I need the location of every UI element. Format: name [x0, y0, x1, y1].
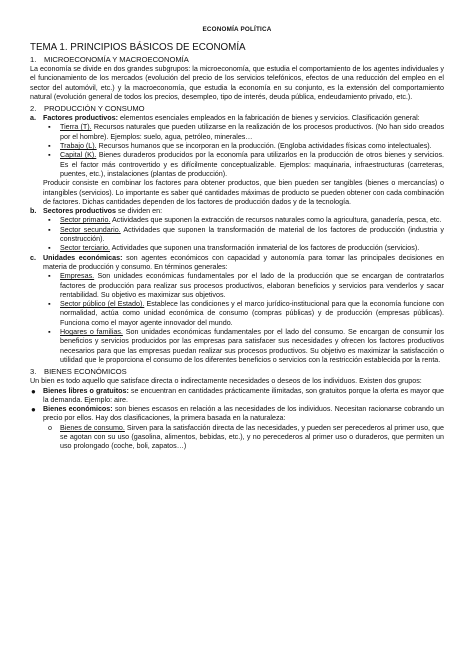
a-subitem-capital — [30, 151, 444, 179]
square-bullet-icon: ▪ — [48, 272, 51, 281]
section-3-number: 3. — [30, 367, 37, 377]
square-bullet-icon: ▪ — [48, 300, 51, 309]
a-subitem-trabajo — [30, 142, 444, 151]
b-subitem-term: Sector primario. — [60, 216, 111, 225]
circle-bullet-icon: o — [48, 423, 52, 432]
square-bullet-icon: ▪ — [48, 216, 51, 225]
section-3-title: BIENES ECONÓMICOS — [44, 367, 127, 377]
a-subitem-term: Capital (K). — [60, 151, 97, 160]
square-bullet-icon: ▪ — [48, 123, 51, 132]
s3-subitem-term: Bienes de consumo. — [60, 423, 125, 432]
b-subitem-text: Actividades que suponen la transformación de material de los factores de producción (industria y construcción). — [60, 225, 444, 244]
b-subitem-text: Actividades que suponen la extracción de recursos naturales como la agricultura, ganadería, pesca, etc. — [110, 216, 442, 225]
running-header: ECONOMÍA POLÍTICA — [202, 26, 272, 33]
item-c — [30, 254, 444, 273]
s3-item-term: Bienes libres o gratuitos: — [43, 386, 129, 395]
round-bullet-icon: ● — [31, 405, 36, 415]
c-subitem-text: Establece las condiciones y el marco jurídico-institucional para que la economía funcione con normalidad, actúa como unidad económica de consumo (compras públicas) y de producción (empresas públicas). Funciona como el mayor agente innovador del mundo. — [60, 300, 445, 327]
b-subitem-term: Sector secundario. — [60, 225, 121, 234]
c-subitem-empresas — [30, 272, 444, 300]
square-bullet-icon: ▪ — [48, 244, 51, 253]
item-a-closing: Producir consiste en combinar los factores para obtener productos, que bien pueden ser tangibles (bienes o mercancías) o intangibles (servicios). Lo importante es saber qué cantidades máximas de producto se pueden obtener con cada combinación de factores. Dichas cantidades dependen de los factores de producción dados y de la tecnología. — [43, 179, 444, 206]
round-bullet-icon: ● — [31, 386, 36, 396]
s3-item-text: son bienes escasos en relación a las necesidades de los individuos. Necesitan racionarse cobrando un precio por ellos. Hay dos clasificaciones, la primera basada en la naturaleza: — [43, 405, 444, 423]
c-subitem-sector-publico — [30, 300, 444, 328]
a-subitem-text: Recursos naturales que pueden utilizarse en la realización de los procesos productivos. (No han sido creados por el hombre). Ejemplos: suelo, agua, petróleo, minerales… — [60, 123, 445, 141]
c-subitem-text: Son unidades económicas fundamentales por el lado del consumo. Se encargan de consumir los beneficios y servicios producidos por las empresas para satisfacer sus necesidades y ofrecen los factores productivos necesarios para que las empresas puedan realizar sus procesos productivos. Su objetivo es maximizar la satisfacción o utilidad que le proporciona el consumo de los diferentes beneficios o servicios con la restricción establecida por la renta. — [60, 328, 444, 364]
c-subitem-text: Son unidades económicas fundamentales por el lado de la producción que se encargan de contratarlos factores de producción para realizar sus procesos productivos, elaboran beneficios y servicios para venderlos y sacar rentabilidad. Su objetivo es maximizar sus objetivos. — [60, 272, 444, 299]
item-a-text: elementos esenciales empleados en la fabricación de bienes y servicios. Clasificación general: — [118, 114, 420, 123]
square-bullet-icon: ▪ — [48, 328, 51, 337]
section-3-heading — [30, 367, 444, 376]
s3-subitem-consumo — [30, 424, 444, 452]
item-b-label: b. — [30, 207, 37, 216]
s3-item-term: Bienes económicos: — [43, 405, 113, 414]
section-3-intro: Un bien es todo aquello que satisface directa o indirectamente necesidades o deseos de los individuos. Existen dos grupos: — [30, 377, 422, 386]
item-a-term: Factores productivos: — [43, 114, 118, 123]
section-1-text: La economía se divide en dos grandes subgrupos: la microeconomía, que estudia el comportamiento de los agentes individuales y el funcionamiento de los mercados (evolución del precio de los servicios telefónicos, efectos de una reducción del empleo en el sector del automóvil, etc.) y la macroeconomía, que estudia la economía en su conjunto, es la extensión del comportamiento natural (evolución general de todos los precios, desempleo, tipo de interés, deuda pública, endeudamiento privado, etc.). — [30, 65, 444, 101]
section-2-heading — [30, 104, 444, 113]
a-subitem-tierra — [30, 123, 444, 142]
b-subitem-terciario — [30, 244, 444, 253]
a-subitem-term: Tierra (T). — [60, 123, 92, 132]
item-c-term: Unidades económicas: — [43, 253, 123, 262]
a-subitem-text: Recursos humanos que se incorporan en la producción. (Engloba actividades físicas como intelectuales). — [96, 142, 432, 151]
s3-item-text: se encuentran en cantidades prácticamente ilimitadas, son gratuitos porque la oferta es mayor que la demanda. Ejemplo: aire. — [43, 386, 444, 404]
c-subitem-term: Sector público (el Estado). — [60, 300, 145, 309]
item-a-label: a. — [30, 114, 36, 123]
item-c-text: son agentes económicos con capacidad y autonomía para tomar las principales decisiones en materia de producción y consumo. En términos generales: — [43, 253, 445, 271]
s3-subitem-text: Sirven para la satisfacción directa de las necesidades, y pueden ser perecederos al primer uso, que se agotan con su uso (gasolina, alimentos, bebidas, etc.), y no perecederos al primer uso o duraderos, que permiten un uso prolongado (coche, boli, zapatos…) — [60, 423, 445, 451]
b-subitem-primario — [30, 216, 444, 225]
a-subitem-term: Trabajo (L). — [60, 142, 97, 151]
item-c-label: c. — [30, 253, 36, 262]
section-1-number: 1. — [30, 55, 37, 64]
c-subitem-term: Empresas. — [60, 272, 95, 281]
item-b-text: se dividen en: — [116, 207, 163, 216]
b-subitem-secundario — [30, 226, 444, 245]
c-subitem-hogares — [30, 328, 444, 365]
s3-item-libres — [30, 387, 444, 406]
b-subitem-term: Sector terciario. — [60, 244, 111, 253]
a-subitem-text: Bienes duraderos producidos por la economía para utilizarlos en la producción de otros bienes y servicios. Es el factor más controvertido y es difícilmente conceptualizable. Ejemplos: maquinaria, infraestructuras (carreteras, puentes, etc.), instalaciones (plantas de producción). — [60, 151, 445, 178]
square-bullet-icon: ▪ — [48, 225, 51, 234]
document-title: TEMA 1. PRINCIPIOS BÁSICOS DE ECONOMÍA — [30, 42, 246, 53]
section-2-title: PRODUCCIÓN Y CONSUMO — [44, 104, 145, 114]
section-2-number: 2. — [30, 104, 37, 114]
item-b-term: Sectores productivos — [43, 207, 117, 216]
section-1-heading — [30, 55, 444, 64]
item-a — [30, 114, 444, 123]
item-b — [30, 207, 444, 216]
section-1-title: MICROECONOMÍA Y MACROECONOMÍA — [44, 55, 189, 64]
c-subitem-term: Hogares o familias. — [60, 328, 123, 337]
square-bullet-icon: ▪ — [48, 142, 51, 151]
square-bullet-icon: ▪ — [48, 151, 51, 160]
s3-item-economicos — [30, 405, 444, 424]
b-subitem-text: Actividades que suponen una transformación inmaterial de los factores de producción (servicios). — [110, 244, 420, 253]
